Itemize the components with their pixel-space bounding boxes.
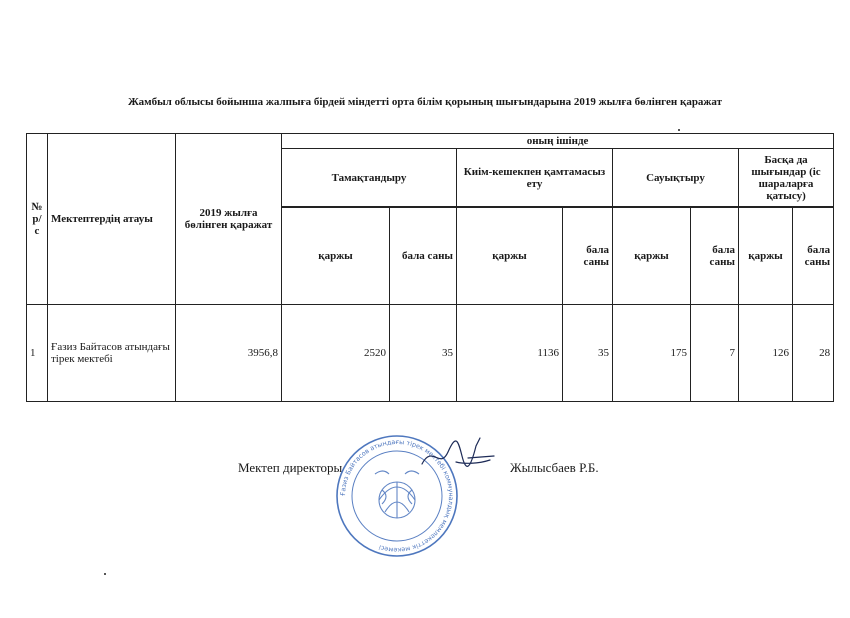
row-health-children: 7 [691, 305, 739, 402]
row-health-money: 175 [613, 305, 691, 402]
header-health-money: қаржы [613, 208, 691, 305]
scan-speck [678, 129, 680, 131]
row-other-children: 28 [793, 305, 834, 402]
row-food-money: 2520 [282, 305, 390, 402]
row-clothing-money: 1136 [457, 305, 563, 402]
header-num: № р/с [27, 134, 48, 305]
scan-speck [104, 573, 106, 575]
header-clothing-children: бала саны [563, 208, 613, 305]
funding-table [26, 133, 834, 402]
row-school: Ғазиз Байтасов атындағы тірек мектебі [48, 305, 176, 402]
header-allocated [176, 134, 282, 305]
header-health-children: бала саны [691, 208, 739, 305]
header-other-money: қаржы [739, 208, 793, 305]
row-clothing-children: 35 [563, 305, 613, 402]
header-food-children: бала саны [390, 208, 457, 305]
header-other-children: бала саны [793, 208, 834, 305]
row-other-money: 126 [739, 305, 793, 402]
header-clothing-money: қаржы [457, 208, 563, 305]
director-signature [418, 434, 496, 478]
header-group-health: Сауықтыру [613, 149, 739, 207]
director-name: Жылысбаев Р.Б. [510, 460, 599, 475]
header-group-clothing: Киім-кешекпен қамтамасыз ету [457, 149, 613, 207]
document-title: Жамбыл облысы бойынша жалпыға бірдей міндетті орта білім қорының шығындарына 2019 жылға бөлінген қаражат [127, 96, 723, 108]
row-num: 1 [27, 305, 48, 402]
header-school-name: Мектептердің атауы [48, 134, 176, 305]
header-food-money: қаржы [282, 208, 390, 305]
header-allocated-text: 2019 жылға бөлінген қаражат [184, 207, 273, 231]
header-including: оның ішінде [282, 134, 834, 149]
row-allocated: 3956,8 [176, 305, 282, 402]
header-group-food: Тамақтандыру [282, 149, 457, 207]
header-group-other: Басқа да шығындар (іс шараларға қатысу) [739, 149, 834, 207]
table-row [27, 305, 834, 402]
director-label: Мектеп директоры [238, 460, 343, 475]
stamp-ring-text: Ғазиз Байтасов атындағы тірек мектебі коммуналдық мемлекеттік мекемесі [338, 437, 456, 555]
row-food-children: 35 [390, 305, 457, 402]
